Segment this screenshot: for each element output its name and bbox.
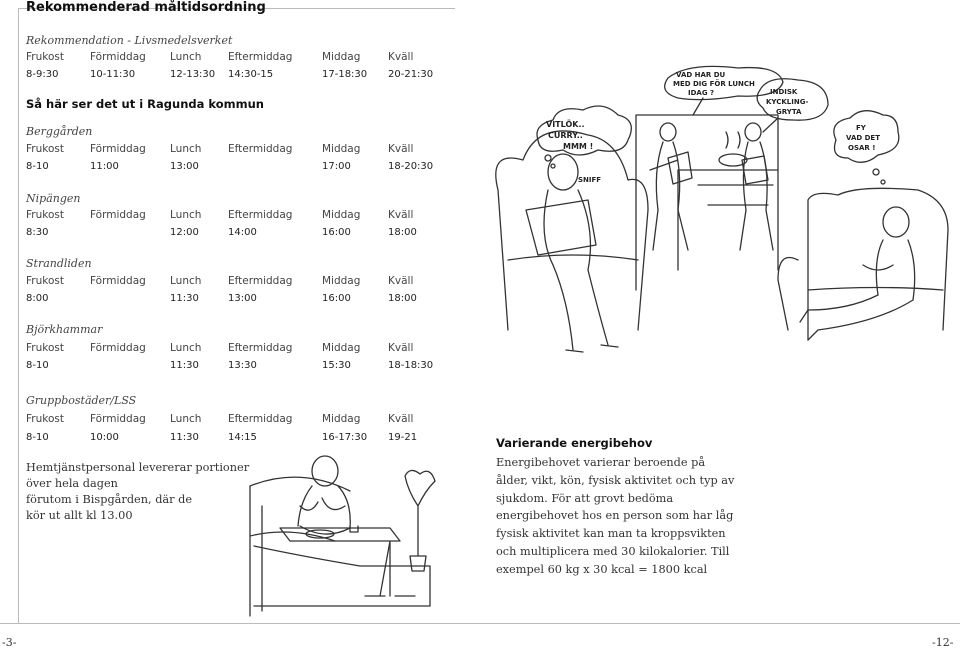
meal-time: 14:00 [228, 227, 257, 238]
plant-pot [410, 556, 426, 571]
meal-time: 13:00 [228, 293, 257, 304]
meal-label: Förmiddag [90, 413, 146, 425]
note-line: kör ut allt kl 13.00 [26, 509, 133, 522]
tray-stand [365, 541, 415, 596]
page-heading: Rekommenderad måltidsordning [26, 0, 266, 15]
meal-label: Middag [322, 342, 361, 354]
bed-headboard [250, 477, 350, 616]
section-title-bjorkhammar: Björkhammar [26, 323, 103, 336]
left-man-newspaper [526, 190, 596, 270]
meal-time: 10:00 [90, 432, 119, 443]
bubble-door-line: VAD HAR DU [676, 71, 726, 79]
meal-time: 12-13:30 [170, 69, 216, 80]
meal-time: 8-10 [26, 161, 49, 172]
section-labels-row [0, 143, 460, 157]
recommendation-title: Rekommendation - Livsmedelsverket [26, 34, 233, 47]
bubble-dot [873, 169, 879, 175]
left-man-head [548, 154, 578, 190]
meal-label: Middag [322, 143, 361, 155]
meal-label: Middag [322, 413, 361, 425]
meal-label: Lunch [170, 51, 202, 63]
potted-plant [405, 470, 435, 556]
meal-label: Förmiddag [90, 143, 146, 155]
energy-needs-text [496, 454, 736, 579]
speech-tail [693, 98, 703, 115]
meal-label: Eftermiddag [228, 275, 293, 287]
section-title-strandliden: Strandliden [26, 257, 92, 270]
meal-label: Frukost [26, 209, 64, 221]
left-armchair [496, 131, 648, 330]
meal-time: 10-11:30 [90, 69, 136, 80]
meal-label: Frukost [26, 275, 64, 287]
meal-label: Förmiddag [90, 51, 146, 63]
bubble-left-line: MMM ! [563, 142, 594, 151]
bubble-left-line: CURRY.. [548, 131, 583, 140]
section-labels-row [0, 413, 460, 427]
section-title-berggarden: Berggården [26, 125, 93, 138]
info-line: sjukdom. För att grovt bedöma [496, 491, 674, 505]
meal-label: Frukost [26, 143, 64, 155]
left-man-legs [553, 265, 618, 352]
meal-time: 8:30 [26, 227, 49, 238]
meal-time: 8-10 [26, 360, 49, 371]
meal-label: Eftermiddag [228, 342, 293, 354]
meal-label: Frukost [26, 413, 64, 425]
steam [726, 132, 740, 148]
meal-label: Lunch [170, 413, 202, 425]
meal-time: 19-21 [388, 432, 418, 443]
section-times-row [0, 161, 460, 175]
meal-label: Kväll [388, 51, 414, 63]
bubble-door-line: IDAG ? [688, 89, 715, 97]
meal-label: Kväll [388, 143, 414, 155]
kitchen-counter [678, 170, 778, 270]
man-arms [300, 498, 345, 510]
meal-time: 15:30 [322, 360, 351, 371]
meal-label: Lunch [170, 209, 202, 221]
section-times-row [0, 432, 460, 446]
bubble-cook-line: INDISK [770, 88, 798, 96]
note-line: förutom i Bispgården, där de [26, 493, 193, 506]
info-line: fysisk aktivitet kan man ta kroppsvikten [496, 527, 726, 541]
bed-frame [254, 546, 430, 606]
bubble-left-line: VITLÖK.. [546, 120, 585, 129]
meal-label: Frukost [26, 51, 64, 63]
meal-label: Förmiddag [90, 342, 146, 354]
home-care-note [26, 460, 250, 524]
right-man-head [883, 207, 909, 237]
section-labels-row [0, 209, 460, 223]
meal-label: Kväll [388, 413, 414, 425]
meal-time: 14:30-15 [228, 69, 274, 80]
woman-head [660, 123, 676, 141]
section-labels-row [0, 275, 460, 289]
meal-label: Kväll [388, 209, 414, 221]
bubble-cook-line: GRYTA [776, 108, 802, 116]
meal-time: 13:30 [228, 360, 257, 371]
info-line: Energibehovet varierar beroende på [496, 456, 706, 469]
section-title-nipangen: Nipängen [26, 192, 81, 205]
section-times-row [0, 360, 460, 374]
info-line: exempel 60 kg x 30 kcal = 1800 kcal [496, 562, 708, 576]
meal-label: Eftermiddag [228, 51, 293, 63]
meal-time: 11:30 [170, 293, 199, 304]
meal-label: Middag [322, 275, 361, 287]
bubble-cook-line: KYCKLING- [766, 98, 809, 106]
meal-time: 11:30 [170, 432, 199, 443]
note-line: Hemtjänstpersonal levererar portioner [26, 461, 250, 474]
right-man-legs [800, 295, 913, 340]
meal-time: 11:30 [170, 360, 199, 371]
section-labels-row [0, 342, 460, 356]
bubble-right-line: VAD DET [846, 134, 880, 142]
bubble-right-line: OSAR ! [848, 144, 876, 152]
meal-label: Frukost [26, 342, 64, 354]
bubble-dot [545, 155, 551, 161]
meal-time: 18-20:30 [388, 161, 434, 172]
right-man-body [863, 240, 915, 300]
info-line: ålder, vikt, kön, fysisk aktivitet och typ av [496, 473, 735, 487]
bubble-dot [551, 164, 555, 168]
meal-time: 8:00 [26, 293, 49, 304]
section-times-row [0, 227, 460, 241]
lunch-cartoon-illustration [478, 60, 960, 360]
meal-label: Middag [322, 51, 361, 63]
recommendation-times-row [0, 69, 460, 83]
bed-tray [280, 528, 400, 541]
energy-needs-heading: Varierande energibehov [496, 436, 653, 450]
meal-label: Middag [322, 209, 361, 221]
section-title-gruppbostader: Gruppbostäder/LSS [26, 394, 137, 407]
info-line: energibehovet hos en person som har låg [496, 509, 734, 523]
page-number-right: -12- [932, 636, 954, 649]
page-number-left: -3- [2, 636, 17, 649]
meal-time: 18:00 [388, 227, 417, 238]
meal-label: Kväll [388, 275, 414, 287]
meal-label: Eftermiddag [228, 413, 293, 425]
note-line: över hela dagen [26, 477, 118, 490]
meal-time: 16-17:30 [322, 432, 368, 443]
sniff-label: SNIFF [578, 176, 602, 184]
cup [350, 526, 358, 532]
meal-time: 8-10 [26, 432, 49, 443]
info-line: och multiplicera med 30 kilokalorier. Till [496, 544, 730, 558]
meal-label: Förmiddag [90, 209, 146, 221]
meal-time: 18-18:30 [388, 360, 434, 371]
page-bottom-rule [0, 623, 960, 624]
meal-time: 17:00 [322, 161, 351, 172]
meal-time: 20-21:30 [388, 69, 434, 80]
cook-head [745, 123, 761, 141]
bubble-right-line: FY [856, 124, 866, 132]
meal-label: Kväll [388, 342, 414, 354]
speech-tail [763, 118, 778, 132]
section-times-row [0, 293, 460, 307]
meal-time: 16:00 [322, 293, 351, 304]
meal-time: 16:00 [322, 227, 351, 238]
meal-label: Lunch [170, 275, 202, 287]
meal-time: 12:00 [170, 227, 199, 238]
meal-time: 11:00 [90, 161, 119, 172]
cook-body [740, 142, 773, 250]
meal-time: 14:15 [228, 432, 257, 443]
bubble-dot [881, 180, 885, 184]
bubble-door-line: MED DIG FÖR LUNCH [673, 80, 755, 88]
meal-label: Eftermiddag [228, 143, 293, 155]
recommendation-labels-row [0, 51, 460, 65]
meal-time: 13:00 [170, 161, 199, 172]
meal-label: Förmiddag [90, 275, 146, 287]
meal-time: 17-18:30 [322, 69, 368, 80]
frame-left-rule [18, 8, 19, 623]
bed-meal-illustration [240, 446, 440, 624]
meal-label: Lunch [170, 342, 202, 354]
meal-time: 8-9:30 [26, 69, 59, 80]
municipality-subheading: Så här ser det ut i Ragunda kommun [26, 97, 264, 111]
meal-time: 18:00 [388, 293, 417, 304]
meal-label: Lunch [170, 143, 202, 155]
meal-label: Eftermiddag [228, 209, 293, 221]
